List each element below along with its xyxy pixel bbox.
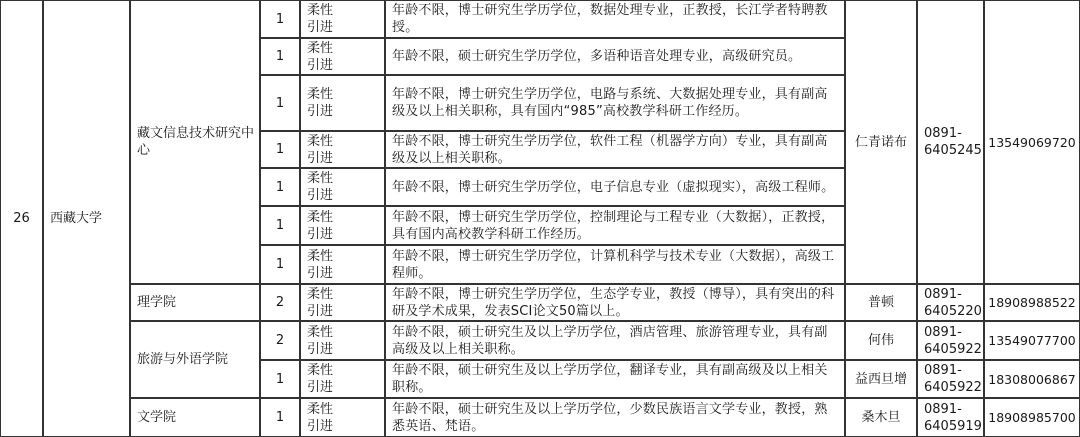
position-count: 1 — [275, 410, 285, 425]
department-name: 藏文信息技术研究中心 — [137, 126, 255, 158]
mobile-number: 18308006867 — [988, 371, 1076, 387]
requirement-text: 年龄不限，博士研究生学历学位，数据处理专业，正教授，长江学者特聘教授。 — [392, 3, 828, 35]
requirement-text: 年龄不限，硕士研究生及以上学历学位，翻译专业，具有副高级及以上相关职称。 — [392, 363, 828, 395]
school-cell — [43, 0, 130, 437]
phone-number: 0891-6405245 — [924, 126, 982, 158]
recruit-mode: 柔性引进 — [307, 3, 334, 35]
requirement-cell — [385, 360, 845, 398]
department-cell-tourism — [130, 321, 260, 398]
department-name: 理学院 — [137, 295, 177, 310]
recruit-mode-cell — [300, 398, 385, 437]
position-count-cell — [260, 245, 300, 284]
position-count-cell — [260, 131, 300, 168]
phone-number: 0891-6405922 — [924, 363, 982, 395]
position-count: 1 — [275, 49, 285, 64]
recruit-mode-cell — [300, 75, 385, 131]
mobile-number: 18908985700 — [988, 410, 1076, 425]
requirement-cell — [385, 398, 845, 437]
requirement-text: 年龄不限，博士研究生学历学位，计算机科学与技术专业（大数据），高级工程师。 — [392, 248, 835, 281]
requirement-text: 年龄不限，博士研究生学历学位，生态学专业，教授（博导），具有突出的科研及学术成果，发表SCI论文50篇以上。 — [392, 286, 835, 319]
mobile-cell — [984, 360, 1080, 398]
recruit-mode-cell — [300, 245, 385, 284]
department-cell-literature — [130, 398, 260, 437]
position-count: 1 — [275, 371, 285, 387]
requirement-text: 年龄不限，硕士研究生及以上学历学位，少数民族语言文学专业，教授，熟悉英语、梵语。 — [392, 401, 828, 434]
mobile-cell-literature — [984, 398, 1080, 437]
contact-cell — [845, 360, 917, 398]
department-cell-cangwen — [130, 0, 260, 284]
recruit-mode: 柔性引进 — [307, 171, 334, 203]
phone-number: 0891-6405220 — [924, 286, 982, 319]
contact-cell — [845, 321, 917, 360]
position-count: 1 — [275, 142, 285, 157]
position-count-cell — [260, 168, 300, 206]
position-count: 1 — [275, 95, 285, 111]
recruit-mode-cell — [300, 360, 385, 398]
requirement-text: 年龄不限，博士研究生学历学位，电路与系统、大数据处理专业，具有副高级及以上相关职称，具有国内“985”高校教学科研工作经历。 — [392, 87, 828, 119]
requirement-text: 年龄不限，博士研究生学历学位，控制理论与工程专业（大数据），正教授，具有国内高校教学科研工作经历。 — [392, 209, 835, 242]
recruit-mode-cell — [300, 0, 385, 38]
recruit-mode-cell — [300, 131, 385, 168]
mobile-cell-science — [984, 284, 1080, 321]
requirement-cell — [385, 75, 845, 131]
mobile-cell — [984, 321, 1080, 360]
department-cell-science — [130, 284, 260, 321]
phone-cell-literature — [917, 398, 984, 437]
phone-number: 0891-6405922 — [924, 324, 982, 357]
requirement-cell — [385, 206, 845, 245]
mobile-cell-cangwen — [984, 0, 1080, 284]
recruit-mode: 柔性引进 — [307, 248, 334, 281]
recruit-mode: 柔性引进 — [307, 40, 334, 73]
recruit-mode: 柔性引进 — [307, 133, 334, 166]
mobile-number: 13549069720 — [988, 134, 1076, 150]
contact-name: 何伟 — [867, 333, 894, 348]
position-count-cell — [260, 321, 300, 360]
contact-name: 益西旦增 — [854, 371, 907, 387]
requirement-text: 年龄不限，博士研究生学历学位，电子信息专业（虚拟现实），高级工程师。 — [392, 179, 835, 195]
recruit-mode: 柔性引进 — [307, 401, 334, 434]
contact-name: 普顿 — [867, 295, 894, 310]
department-name: 旅游与外语学院 — [137, 352, 229, 367]
position-count: 1 — [275, 257, 285, 272]
contact-cell-science — [845, 284, 917, 321]
contact-name: 仁青诺布 — [854, 134, 907, 150]
recruit-mode: 柔性引进 — [307, 324, 334, 357]
position-count: 1 — [275, 218, 285, 233]
row-number: 26 — [13, 211, 30, 226]
requirement-cell — [385, 284, 845, 321]
position-count: 2 — [275, 295, 285, 310]
position-count-cell — [260, 206, 300, 245]
requirement-cell — [385, 321, 845, 360]
recruit-mode: 柔性引进 — [307, 87, 334, 119]
requirement-cell — [385, 38, 845, 75]
phone-cell — [917, 321, 984, 360]
position-count: 1 — [275, 11, 285, 27]
contact-cell-literature — [845, 398, 917, 437]
position-count-cell — [260, 38, 300, 75]
requirement-cell — [385, 168, 845, 206]
phone-cell — [917, 360, 984, 398]
department-name: 文学院 — [137, 410, 177, 425]
contact-name: 桑木旦 — [861, 410, 901, 425]
school-name: 西藏大学 — [50, 211, 103, 226]
position-count-cell — [260, 0, 300, 38]
requirement-cell — [385, 131, 845, 168]
recruit-mode: 柔性引进 — [307, 363, 334, 395]
position-count-cell — [260, 398, 300, 437]
requirement-text: 年龄不限，博士研究生学历学位，软件工程（机器学方向）专业，具有副高级及以上相关职称。 — [392, 133, 828, 166]
recruit-mode-cell — [300, 284, 385, 321]
requirement-cell — [385, 245, 845, 284]
phone-cell-cangwen — [917, 0, 984, 284]
position-count-cell — [260, 284, 300, 321]
recruit-mode-cell — [300, 38, 385, 75]
requirement-text: 年龄不限，硕士研究生学历学位，多语种语音处理专业，高级研究员。 — [392, 49, 802, 64]
requirement-text: 年龄不限，硕士研究生及以上学历学位，酒店管理、旅游管理专业，具有副高级及以上相关职称。 — [392, 324, 828, 357]
position-count-cell — [260, 75, 300, 131]
mobile-number: 18908988522 — [988, 295, 1076, 310]
position-count: 1 — [275, 179, 285, 195]
contact-cell-cangwen — [845, 0, 917, 284]
row-number-cell — [0, 0, 43, 437]
position-count: 2 — [275, 333, 285, 348]
recruit-mode-cell — [300, 206, 385, 245]
recruit-mode-cell — [300, 168, 385, 206]
requirement-cell — [385, 0, 845, 38]
mobile-number: 13549077700 — [988, 333, 1076, 348]
phone-cell-science — [917, 284, 984, 321]
recruit-mode-cell — [300, 321, 385, 360]
position-count-cell — [260, 360, 300, 398]
recruit-mode: 柔性引进 — [307, 286, 334, 319]
phone-number: 0891-6405919 — [924, 401, 982, 434]
recruit-mode: 柔性引进 — [307, 209, 334, 242]
